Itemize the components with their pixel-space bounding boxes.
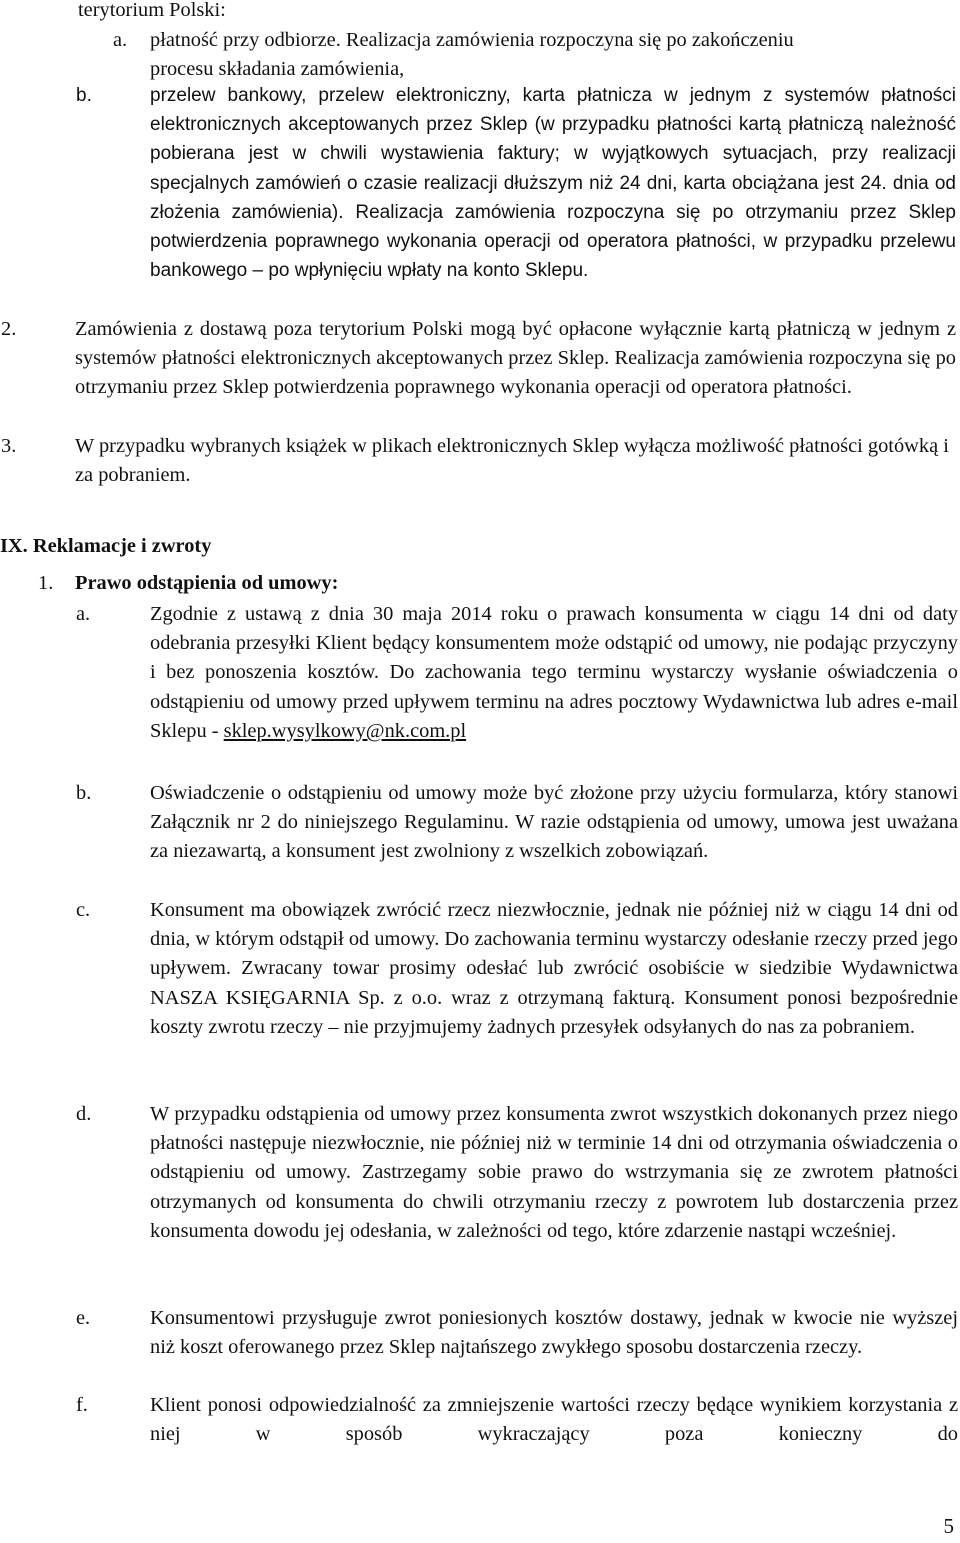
item-text: Zgodnie z ustawą z dnia 30 maja 2014 roku o prawach konsumenta w ciągu 14 dni od daty odebrania przesyłki Klient będący konsumentem może odstąpić od umowy, nie podając przyczyny i bez ponoszenia kosztów. Do zachowania tego terminu wystarczy wysłanie oświadczenia o odstąpieniu od umowy przed upływem terminu na adres pocztowy Wydawnictwa lub adres e-mail Sklepu - (150, 603, 958, 742)
item-text: Konsument ma obowiązek zwrócić rzecz niezwłocznie, jednak nie później niż w ciągu 14 dni od dnia, w którym odstąpił od umowy. Do zachowania terminu wystarczy odesłanie rzeczy przed jego upływem. Zwracany towar prosimy odesłać lub zwrócić osobiście w siedzibie Wydawnictwa NASZA KSIĘGARNIA Sp. z o.o. wraz z otrzymaną fakturą. Konsument ponosi bezpośrednie koszty zwrotu rzeczy – nie przyjmujemy żadnych przesyłek odsyłanych do nas za pobraniem. (150, 899, 958, 1038)
paragraph (1, 315, 956, 403)
item-a-line2: procesu składania zamówienia, (150, 58, 405, 81)
section-heading: IX. Reklamacje i zwroty (0, 535, 212, 557)
numbered-point-3 (1, 432, 956, 490)
item-a-line1: płatność przy odbiorze. Realizacja zamówienia rozpoczyna się po zakończeniu (150, 29, 794, 51)
list-item-c (76, 896, 958, 1042)
paragraph (76, 896, 958, 1042)
list-item-f (76, 1391, 958, 1449)
item-label: b. (76, 85, 92, 106)
paragraph (76, 1304, 958, 1362)
item-text: Konsumentowi przysługuje zwrot poniesionych kosztów dostawy, jednak w kwocie nie wyższej niż koszt oferowanego przez Sklep najtańszego zwykłego sposobu dostarczenia rzeczy. (150, 1307, 958, 1359)
list-item-a (76, 600, 958, 746)
paragraph (76, 600, 958, 746)
point-text: W przypadku wybranych książek w plikach elektronicznych Sklep wyłącza możliwość płatności gotówką i za pobraniem. (75, 435, 949, 487)
item-b-text: przelew bankowy, przelew elektroniczny, karta płatnicza w jednym z systemów płatności elektronicznych akceptowanych przez Sklep (w przypadku płatności kartą płatniczą należność pobierana jest w chwili wystawienia faktury; w wyjątkowych sytuacjach, przy realizacji specjalnych zamówień o czasie realizacji dłuższym niż 24 dni, karta obciążana jest 24. dnia od złożenia zamówienia). Realizacja zamówienia rozpoczyna się po otrzymaniu przez Sklep potwierdzenia poprawnego wykonania operacji od operatora płatności, w przypadku przelewu bankowego – po wpłynięciu wpłaty na konto Sklepu. (150, 85, 956, 282)
item-text: Oświadczenie o odstąpieniu od umowy może być złożone przy użyciu formularza, który stanowi Załącznik nr 2 do niniejszego Regulaminu. W razie odstąpienia od umowy, umowa jest uważana za niezawartą, a konsument jest zwolniony z wszelkich zobowiązań. (150, 782, 958, 863)
point-label: 3. (1, 435, 17, 457)
list-item-a (113, 26, 956, 84)
item-label: f. (76, 1394, 88, 1416)
item-text: W przypadku odstąpienia od umowy przez konsumenta zwrot wszystkich dokonanych przez niego płatności następuje niezwłocznie, nie później niż w terminie 14 dni od otrzymania oświadczenia o odstąpieniu od umowy. Zastrzegamy sobie prawo do wstrzymania się ze zwrotem płatności otrzymanych od konsumenta do chwili otrzymaniu rzeczy z powrotem lub dostarczenia przez konsumenta dowodu jej odesłania, w zależności od tego, które zdarzenie nastąpi wcześniej. (150, 1103, 958, 1242)
list-item-e (76, 1304, 958, 1362)
paragraph (76, 1100, 958, 1246)
item-label: d. (76, 1103, 92, 1125)
point-text: Zamówienia z dostawą poza terytorium Polski mogą być opłacone wyłącznie kartą płatniczą w jednym z systemów płatności elektronicznych akceptowanych przez Sklep. Realizacja zamówienia rozpoczyna się po otrzymaniu przez Sklep potwierdzenia poprawnego wykonania operacji od operatora płatności. (75, 318, 956, 399)
item-label: b. (76, 782, 92, 804)
paragraph (1, 432, 956, 490)
paragraph (76, 81, 956, 285)
continued-text: terytorium Polski: (78, 0, 226, 21)
subsection-heading (38, 569, 338, 598)
paragraph (76, 779, 958, 867)
subsection-label: 1. (38, 572, 54, 594)
email-link[interactable]: sklep.wysylkowy@nk.com.pl (223, 719, 467, 742)
list-item-b (76, 81, 956, 285)
point-label: 2. (1, 318, 17, 340)
list-item-b (76, 779, 958, 867)
item-label: c. (76, 899, 91, 921)
paragraph (76, 1391, 958, 1449)
list-item-d (76, 1100, 958, 1246)
numbered-point-2 (1, 315, 956, 403)
item-label: e. (76, 1307, 91, 1329)
subsection-title: Prawo odstąpienia od umowy: (75, 572, 339, 594)
item-label: a. (113, 29, 128, 51)
item-label: a. (76, 603, 91, 625)
page-number: 5 (943, 1514, 954, 1538)
item-text: Klient ponosi odpowiedzialność za zmniejszenie wartości rzeczy będące wynikiem korzystania z niej w sposób wykraczający poza konieczny do (150, 1394, 958, 1446)
